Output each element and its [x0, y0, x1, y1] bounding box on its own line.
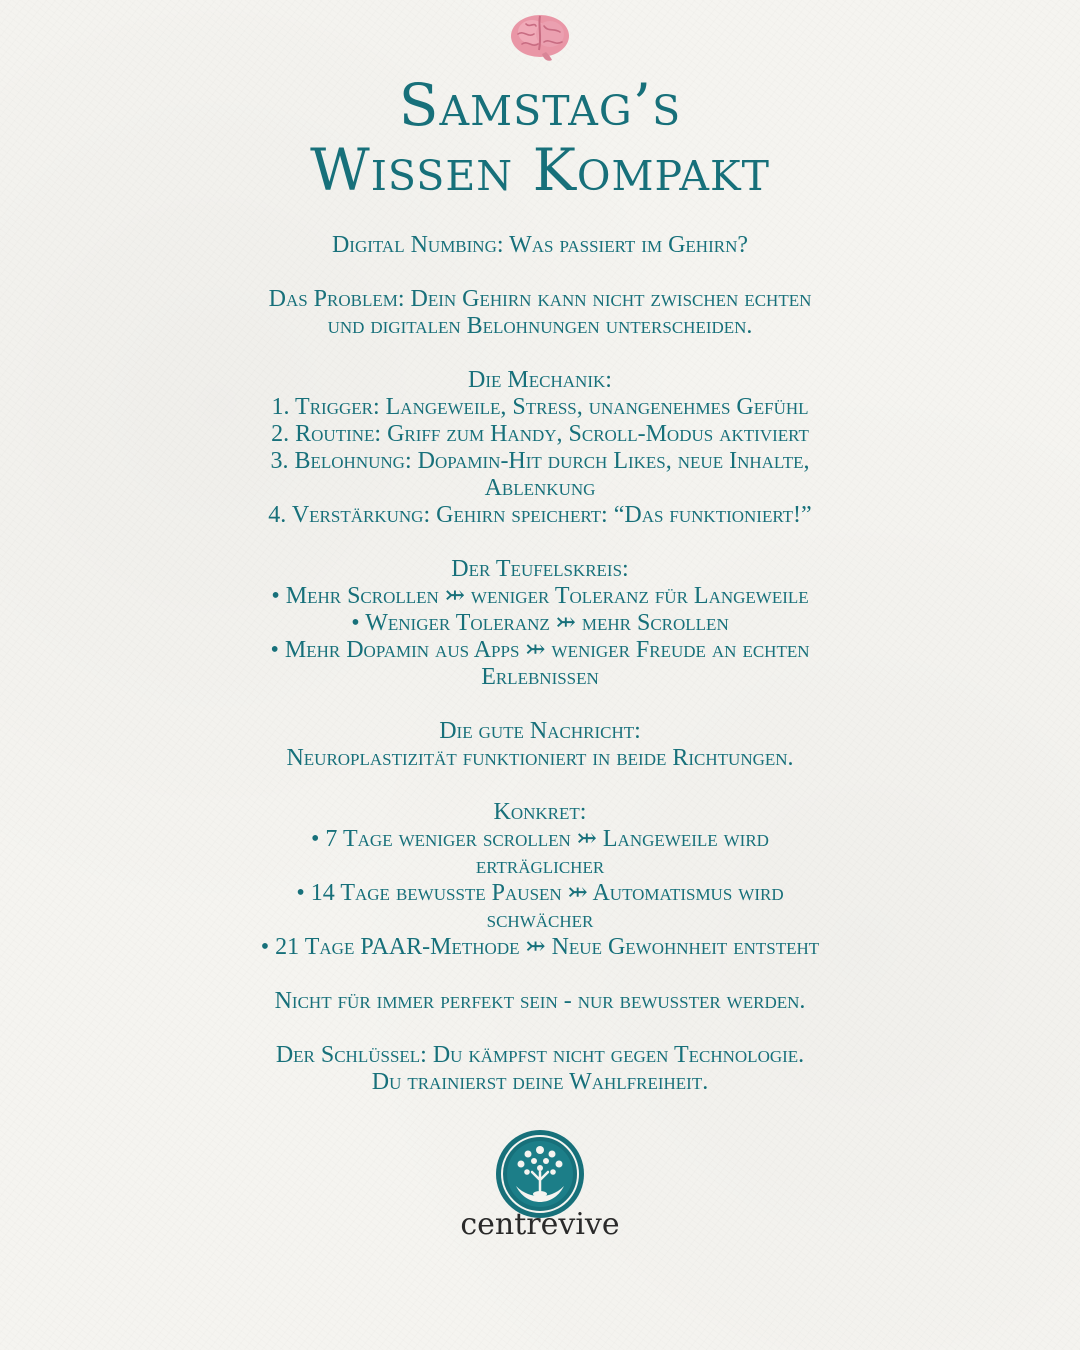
konkret-line: • 7 Tage weniger scrollen ⤔ Langeweile wird [311, 826, 769, 852]
title-line-2: Wissen Kompakt [310, 136, 770, 204]
brain-icon [508, 10, 572, 66]
teufelskreis-line: Erlebnissen [481, 664, 599, 690]
teufelskreis-line: • Mehr Dopamin aus Apps ⤔ weniger Freude an echten [270, 637, 810, 663]
teufelskreis-line: • Mehr Scrollen ⤔ weniger Toleranz für Langeweile [271, 583, 809, 609]
konkret-heading: Konkret: [493, 799, 587, 825]
schluessel-line: Du trainierst deine Wahlfreiheit. [371, 1069, 709, 1095]
konkret-line: • 21 Tage PAAR-Methode ⤔ Neue Gewohnheit entsteht [260, 934, 820, 960]
mechanik-line: 3. Belohnung: Dopamin-Hit durch Likes, neue Inhalte, [270, 448, 810, 474]
brand-name: centrevive [460, 1207, 620, 1242]
gute-nachricht-heading: Die gute Nachricht: [439, 718, 641, 744]
konkret-line: • 14 Tage bewusste Pausen ⤔ Automatismus wird [296, 880, 784, 906]
konkret-line: schwächer [486, 907, 594, 933]
problem-line: und digitalen Belohnungen unterscheiden. [327, 313, 753, 339]
mechanik-line: 1. Trigger: Langeweile, Stress, unangenehmes Gefühl [271, 394, 809, 420]
teufelskreis-line: • Weniger Toleranz ⤔ mehr Scrollen [351, 610, 729, 636]
konkret-line: erträglicher [475, 853, 605, 879]
mechanik-line: 4. Verstärkung: Gehirn speichert: “Das funktioniert!” [268, 502, 812, 528]
perfekt-line: Nicht für immer perfekt sein - nur bewusster werden. [274, 988, 806, 1014]
mechanik-line: 2. Routine: Griff zum Handy, Scroll-Modus aktiviert [271, 421, 809, 447]
teufelskreis-heading: Der Teufelskreis: [451, 556, 629, 582]
problem-line: Das Problem: Dein Gehirn kann nicht zwischen echten [268, 286, 812, 312]
schluessel-line: Der Schlüssel: Du kämpfst nicht gegen Technologie. [275, 1042, 805, 1068]
body-text [140, 232, 940, 1096]
section-heading: Digital Numbing: Was passiert im Gehirn? [331, 232, 749, 258]
title-line-1: Samstag’s [398, 71, 682, 139]
mechanik-line: Ablenkung [484, 475, 596, 501]
mechanik-heading: Die Mechanik: [468, 367, 612, 393]
gute-nachricht-line: Neuroplastizität funktioniert in beide Richtungen. [286, 745, 794, 771]
